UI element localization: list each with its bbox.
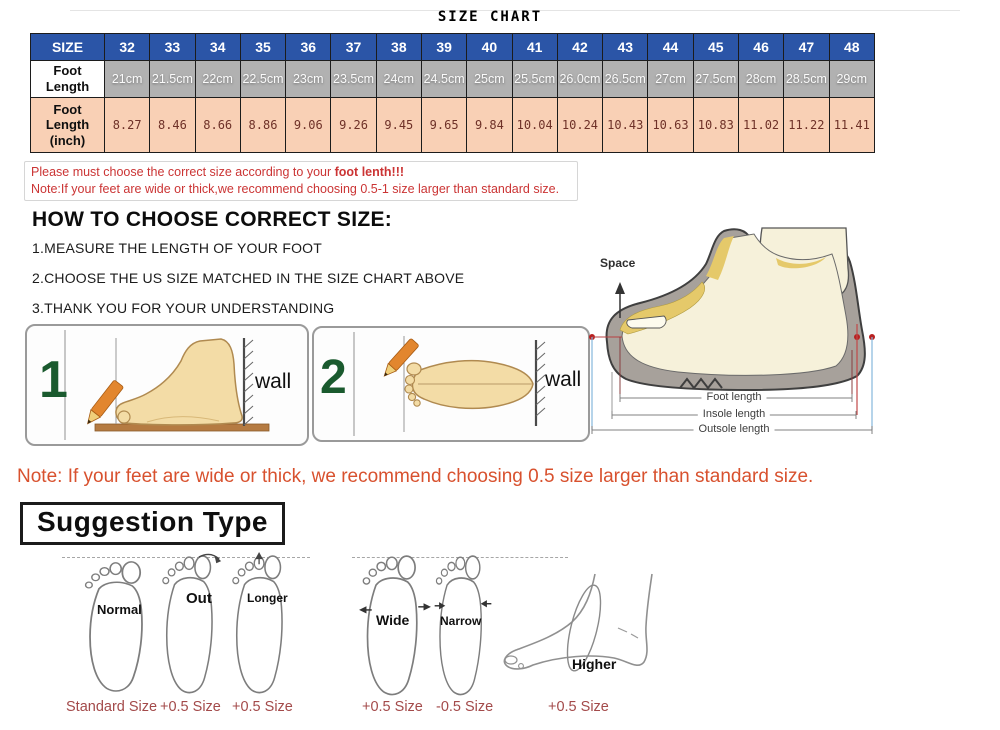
inch-cell: 10.04 (512, 98, 557, 153)
cm-cell: 25cm (467, 61, 512, 98)
size-suggestion-label: +0.5 Size (232, 699, 293, 715)
cm-row (31, 61, 875, 98)
size-cell: 36 (286, 34, 331, 61)
size-chart-title: SIZE CHART (437, 9, 543, 25)
foot-type-longer (228, 552, 296, 700)
wall-hatch (536, 340, 545, 426)
size-suggestion-label: +0.5 Size (362, 699, 423, 715)
wall-hatch (244, 338, 253, 426)
size-cell: 42 (557, 34, 602, 61)
cm-cell: 27cm (648, 61, 693, 98)
insole-length-label: Insole length (698, 408, 770, 420)
inch-cell: 9.26 (331, 98, 376, 153)
cm-cell: 27.5cm (693, 61, 738, 98)
size-cell: 32 (105, 34, 150, 61)
normal-foot-illustration (80, 558, 158, 698)
size-suggestion-label: +0.5 Size (548, 699, 609, 715)
cm-cell: 24cm (376, 61, 421, 98)
size-cell: 44 (648, 34, 693, 61)
red-note-line2: Note:If your feet are wide or thick,we recommend choosing 0.5-1 size larger than standard size. (31, 181, 560, 196)
inch-row-header: Foot Length (inch) (31, 98, 105, 153)
foot-type-label: Longer (247, 591, 288, 605)
inch-cell: 10.24 (557, 98, 602, 153)
cm-row-header: Foot Length (31, 61, 105, 98)
foot-type-label: Normal (97, 602, 142, 617)
inch-cell: 11.22 (784, 98, 829, 153)
foot-type-wide (358, 552, 432, 702)
step-number-2: 2 (320, 351, 347, 404)
size-cell: 38 (376, 34, 421, 61)
red-note-line1-text: Please must choose the correct size according to your (31, 165, 335, 179)
foot-side-illustration (116, 339, 242, 425)
space-label: Space (600, 256, 636, 270)
foot-type-label: Narrow (440, 614, 482, 628)
size-cell: 35 (240, 34, 285, 61)
size-cell: 43 (603, 34, 648, 61)
cm-cell: 23.5cm (331, 61, 376, 98)
cm-cell: 23cm (286, 61, 331, 98)
size-cell: 48 (829, 34, 875, 61)
size-suggestion-label: Standard Size (66, 699, 158, 715)
inch-row (31, 98, 875, 153)
inch-cell: 9.84 (467, 98, 512, 153)
pencil-icon (83, 380, 124, 428)
size-cell: 41 (512, 34, 557, 61)
measure-panel-1 (25, 324, 309, 446)
howto-step-1: 1.MEASURE THE LENGTH OF YOUR FOOT (32, 240, 323, 256)
inch-cell: 11.02 (738, 98, 783, 153)
howto-steps (32, 240, 464, 330)
orange-note: Note: If your feet are wide or thick, we recommend choosing 0.5 size larger than standard size. (17, 466, 814, 487)
inch-cell: 9.45 (376, 98, 421, 153)
red-note-line1-bold: foot lenth!!! (334, 165, 405, 179)
shoe-length-diagram (588, 224, 880, 438)
cm-cell: 28.5cm (784, 61, 829, 98)
inch-cell: 9.65 (421, 98, 466, 153)
red-note-line1 (31, 164, 571, 181)
foot-type-out (158, 552, 226, 700)
size-cell: 37 (331, 34, 376, 61)
cm-cell: 22.5cm (240, 61, 285, 98)
size-row-header: SIZE (31, 34, 105, 61)
outsole-length-label: Outsole length (694, 423, 775, 435)
size-chart-table (30, 33, 875, 153)
foot-length-label: Foot length (701, 391, 766, 403)
size-cell: 39 (421, 34, 466, 61)
wall-label: wall (255, 370, 292, 393)
inch-cell: 8.27 (105, 98, 150, 153)
cm-cell: 25.5cm (512, 61, 557, 98)
howto-heading: HOW TO CHOOSE CORRECT SIZE: (32, 208, 393, 231)
foot-type-label: Out (186, 590, 212, 607)
size-cell: 45 (693, 34, 738, 61)
higher-foot-illustration (498, 568, 670, 696)
cm-cell: 26.5cm (603, 61, 648, 98)
size-cell: 40 (467, 34, 512, 61)
foot-type-label: Higher (572, 656, 617, 672)
cm-cell: 29cm (829, 61, 875, 98)
measure-panel-2 (312, 326, 590, 442)
foot-type-normal (80, 558, 158, 698)
foot-top-illustration (405, 361, 533, 409)
step-number-1: 1 (39, 351, 68, 409)
out-foot-illustration (158, 552, 226, 700)
inch-cell: 10.43 (603, 98, 648, 153)
inch-cell: 8.46 (150, 98, 195, 153)
size-cell: 34 (195, 34, 240, 61)
cm-cell: 24.5cm (421, 61, 466, 98)
foot-type-label: Wide (376, 612, 410, 628)
foot-type-narrow (432, 552, 494, 702)
inch-cell: 10.83 (693, 98, 738, 153)
size-cell: 33 (150, 34, 195, 61)
cm-cell: 21cm (105, 61, 150, 98)
inch-cell: 8.86 (240, 98, 285, 153)
howto-step-2: 2.CHOOSE THE US SIZE MATCHED IN THE SIZE CHART ABOVE (32, 270, 465, 286)
cm-cell: 22cm (195, 61, 240, 98)
longer-foot-illustration (228, 552, 296, 700)
red-note-box (24, 161, 578, 201)
suggestion-type-title: Suggestion Type (20, 502, 285, 545)
size-suggestion-label: -0.5 Size (436, 699, 494, 715)
inch-cell: 9.06 (286, 98, 331, 153)
cm-cell: 28cm (738, 61, 783, 98)
inch-cell: 11.41 (829, 98, 875, 153)
size-cell: 47 (784, 34, 829, 61)
size-row (31, 34, 875, 61)
foot-type-higher (498, 568, 670, 696)
cm-cell: 21.5cm (150, 61, 195, 98)
size-suggestion-label: +0.5 Size (160, 699, 221, 715)
size-cell: 46 (738, 34, 783, 61)
inch-cell: 10.63 (648, 98, 693, 153)
wall-label: wall (545, 368, 582, 391)
cm-cell: 26.0cm (557, 61, 602, 98)
inch-cell: 8.66 (195, 98, 240, 153)
shoe-outline (607, 228, 865, 390)
howto-step-3: 3.THANK YOU FOR YOUR UNDERSTANDING (32, 300, 335, 316)
